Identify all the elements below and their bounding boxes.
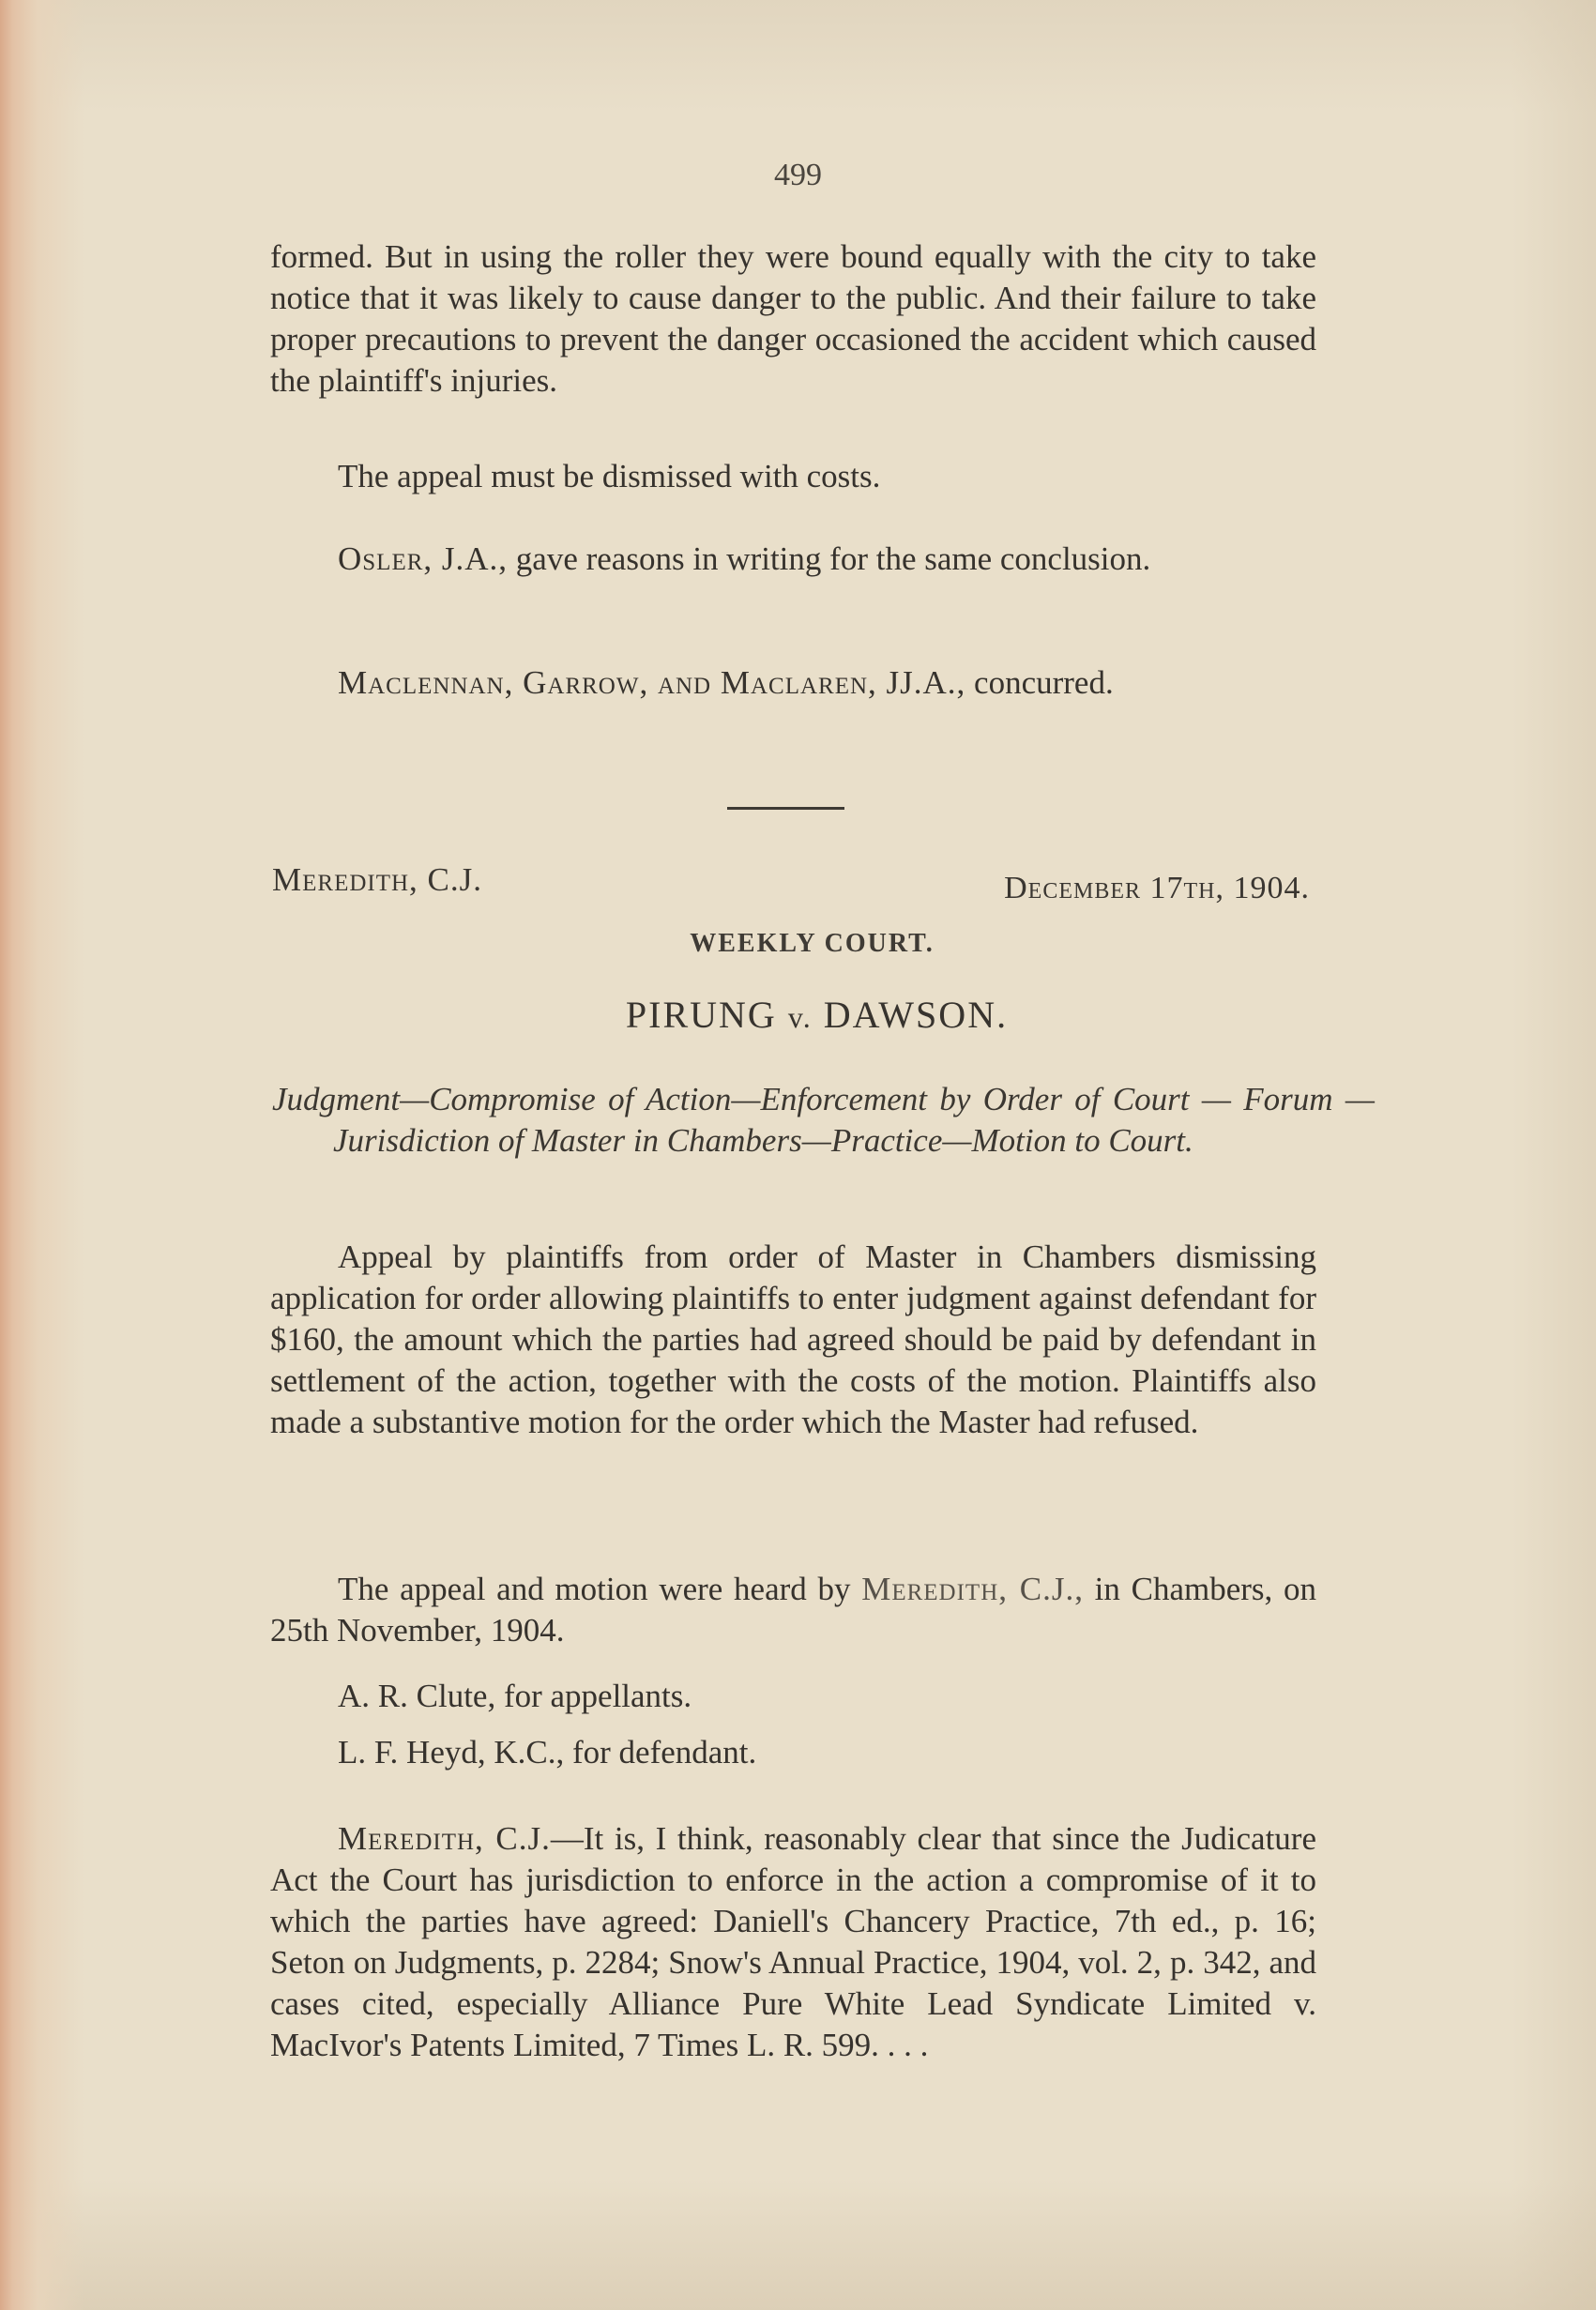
appeal-text: Appeal by plaintiffs from order of Master in Chambers dismissing application for order allowing plaintiffs to enter judgment against defendant for $160, the amount which the parties had agreed should be paid by defendant in settlement of the action, together with the costs of the motion. Plaintiffs also made a substantive motion for the order which the Master had refused. (270, 1239, 1316, 1440)
plaintiff-name: PIRUNG (625, 994, 777, 1036)
judgment-body: —It is, I think, reasonably clear that since the Judicature Act the Court has jurisdiction to enforce in the action a compromise of it to which the parties have agreed: Daniell's Chancery Practice, 7th ed., p. 16; Seton on Judgments, p. 2284; Snow's Annual Practice, 1904, vol. 2, p. 342, and cases cited, especially Alliance Pure White Lead Syndicate Limited v. MacIvor's Patents Limited, 7 Times L. R. 599. . . . (270, 1820, 1316, 2063)
concurrence-word: concurred. (974, 664, 1114, 701)
counsel-defendant: L. F. Heyd, K.C., for defendant. (338, 1734, 757, 1770)
page-number: 499 (774, 158, 822, 192)
concurring-judges: Maclennan, Garrow, and Maclaren, JJ.A., (338, 664, 966, 701)
hearing-paragraph (270, 1569, 1316, 1651)
judgment-paragraph (270, 1818, 1316, 2066)
continuation-paragraph (270, 236, 1316, 402)
versus-label: v. (787, 1000, 813, 1034)
hearing-after: in Chambers, on 25th November, 1904. (270, 1571, 1316, 1649)
osler-opinion: gave reasons in writing for the same conclusion. (515, 540, 1151, 577)
continuation-text: formed. But in using the roller they were bound equally with the city to take notice that it was likely to cause danger to the public. And their failure to take proper precautions to prevent the danger occasioned the accident which caused the plaintiff's injuries. (270, 238, 1316, 399)
appeal-paragraph (270, 1237, 1316, 1443)
court-name: WEEKLY COURT. (690, 929, 935, 958)
hearing-text (270, 1569, 1316, 1651)
osler-judge-name: Osler, J.A., (338, 540, 509, 577)
counsel-appellants: A. R. Clute, for appellants. (338, 1678, 692, 1714)
judgment-text (270, 1818, 1316, 2066)
concurrence-text (270, 662, 1316, 704)
presiding-judge: Meredith, C.J. (272, 861, 483, 898)
osler-text (270, 539, 1316, 580)
judgment-judge: Meredith, C.J. (338, 1820, 551, 1857)
headnote: Judgment—Compromise of Action—Enforcement by Order of Court — Forum — Jurisdiction of Master in Chambers—Practice—Motion to Court. (272, 1081, 1375, 1159)
hearing-judge: Meredith, C.J., (861, 1571, 1084, 1607)
concurrence-paragraph (270, 662, 1316, 704)
osler-paragraph (270, 539, 1316, 580)
dismissal-text: The appeal must be dismissed with costs. (338, 458, 881, 494)
counsel-appellants-paragraph (270, 1676, 1316, 1717)
counsel-defendant-paragraph (270, 1732, 1316, 1773)
case-title (0, 993, 1596, 1037)
defendant-name: DAWSON. (823, 994, 1009, 1036)
hearing-before: The appeal and motion were heard by (338, 1571, 851, 1607)
section-divider (727, 807, 844, 810)
dismissal-paragraph (270, 456, 1316, 497)
decision-date: December 17th, 1904. (1004, 871, 1310, 905)
